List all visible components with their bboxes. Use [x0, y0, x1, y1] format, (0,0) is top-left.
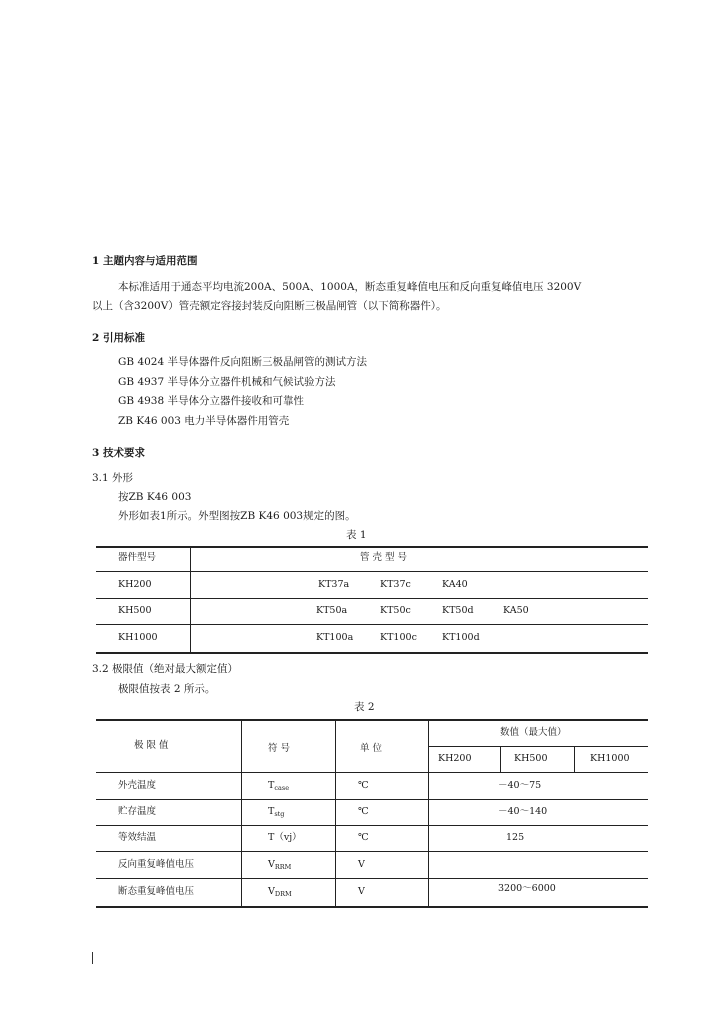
table-1-header-model: 器件型号 [118, 552, 157, 563]
table-2-cell-param: 等效结温 [118, 832, 157, 843]
reference-item: GB 4937 半导体分立器件机械和气候试验方法 [118, 376, 336, 388]
reference-item: GB 4938 半导体分立器件接收和可靠性 [118, 395, 305, 407]
table-2-cell-unit: ℃ [358, 806, 369, 817]
table-2-cell-symbol: $V_{DRM}$ [268, 886, 292, 898]
table-1-cell-case: KA40 [442, 579, 468, 590]
table-1-cell-case: KT100a [316, 632, 354, 643]
table-2-caption: 表 2 [354, 701, 375, 713]
table-2-cell-param: 外壳温度 [118, 780, 157, 791]
table-2-cell-param: 断态重复峰值电压 [118, 886, 195, 897]
subsection-3-2-heading: 3.2 极限值（绝对最大额定值） [92, 663, 239, 675]
table-1-caption: 表 1 [346, 529, 367, 541]
table-2-cell-symbol: $T_{case}$ [268, 780, 290, 792]
table-1-cell-case: KT50c [380, 605, 411, 616]
table-2-cell-param: 反向重复峰值电压 [118, 859, 195, 870]
table-2-cell-symbol: $V_{RRM}$ [268, 859, 292, 871]
table-2-cell-unit: ℃ [358, 780, 369, 791]
subsection-3-1-line-1: 按ZB K46 003 [118, 491, 192, 503]
table-1-header-case: 管 壳 型 号 [360, 552, 408, 563]
table-2-subheader: KH200 [438, 753, 472, 764]
subsection-3-1-heading: 3.1 外形 [92, 472, 134, 484]
table-2-cell-value: －40～140 [498, 806, 548, 817]
table-1-cell-case: KT50a [316, 605, 348, 616]
table-2-cell-symbol: $T_{stg}$ [268, 806, 285, 818]
margin-mark [92, 952, 93, 964]
reference-item: ZB K46 003 电力半导体器件用管壳 [118, 415, 290, 427]
table-2-header-value: 数值（最大值） [500, 727, 567, 738]
section-3-heading: 3 技术要求 [92, 447, 145, 459]
table-1-cell-model: KH500 [118, 605, 152, 616]
table-1-cell-case: KT37c [380, 579, 411, 590]
table-2-subheader: KH500 [514, 753, 548, 764]
table-2-cell-symbol: T（vj） [268, 832, 302, 843]
table-2-header-symbol: 符 号 [268, 743, 291, 754]
table-2-cell-unit: ℃ [358, 832, 369, 843]
subsection-3-1-line-2: 外形如表1所示。外型图按ZB K46 003规定的图。 [118, 510, 356, 522]
table-1-cell-model: KH1000 [118, 632, 158, 643]
table-2-header-param: 极 限 值 [134, 740, 169, 751]
table-2-subheader: KH1000 [590, 753, 630, 764]
section-1-heading: 1 主题内容与适用范围 [92, 255, 198, 267]
table-2-cell-unit: V [358, 886, 365, 897]
table-1-cell-model: KH200 [118, 579, 152, 590]
section-1-paragraph-line-2: 以上（含3200V）管壳额定容接封装反向阻断三极晶闸管（以下简称器件）。 [92, 300, 447, 312]
reference-item: GB 4024 半导体器件反向阻断三极晶闸管的测试方法 [118, 356, 367, 368]
table-2-header-unit: 单 位 [360, 743, 383, 754]
table-2-cell-value: 125 [506, 832, 525, 843]
subsection-3-2-line-1: 极限值按表 2 所示。 [118, 683, 216, 695]
table-2-cell-value: 3200～6000 [498, 883, 556, 894]
table-2-cell-value: －40～75 [498, 780, 542, 791]
table-2-cell-unit: V [358, 859, 365, 870]
section-1-paragraph-line-1: 本标准适用于通态平均电流200A、500A、1000A，断态重复峰值电压和反向重复峰值电压 3200V [118, 281, 582, 293]
table-2-cell-param: 贮存温度 [118, 806, 157, 817]
table-1-cell-case: KT100c [380, 632, 417, 643]
section-2-heading: 2 引用标准 [92, 332, 145, 344]
table-1-cell-case: KT37a [318, 579, 350, 590]
table-1-cell-case: KT100d [442, 632, 480, 643]
table-1-cell-case: KA50 [503, 605, 529, 616]
table-1-cell-case: KT50d [442, 605, 474, 616]
